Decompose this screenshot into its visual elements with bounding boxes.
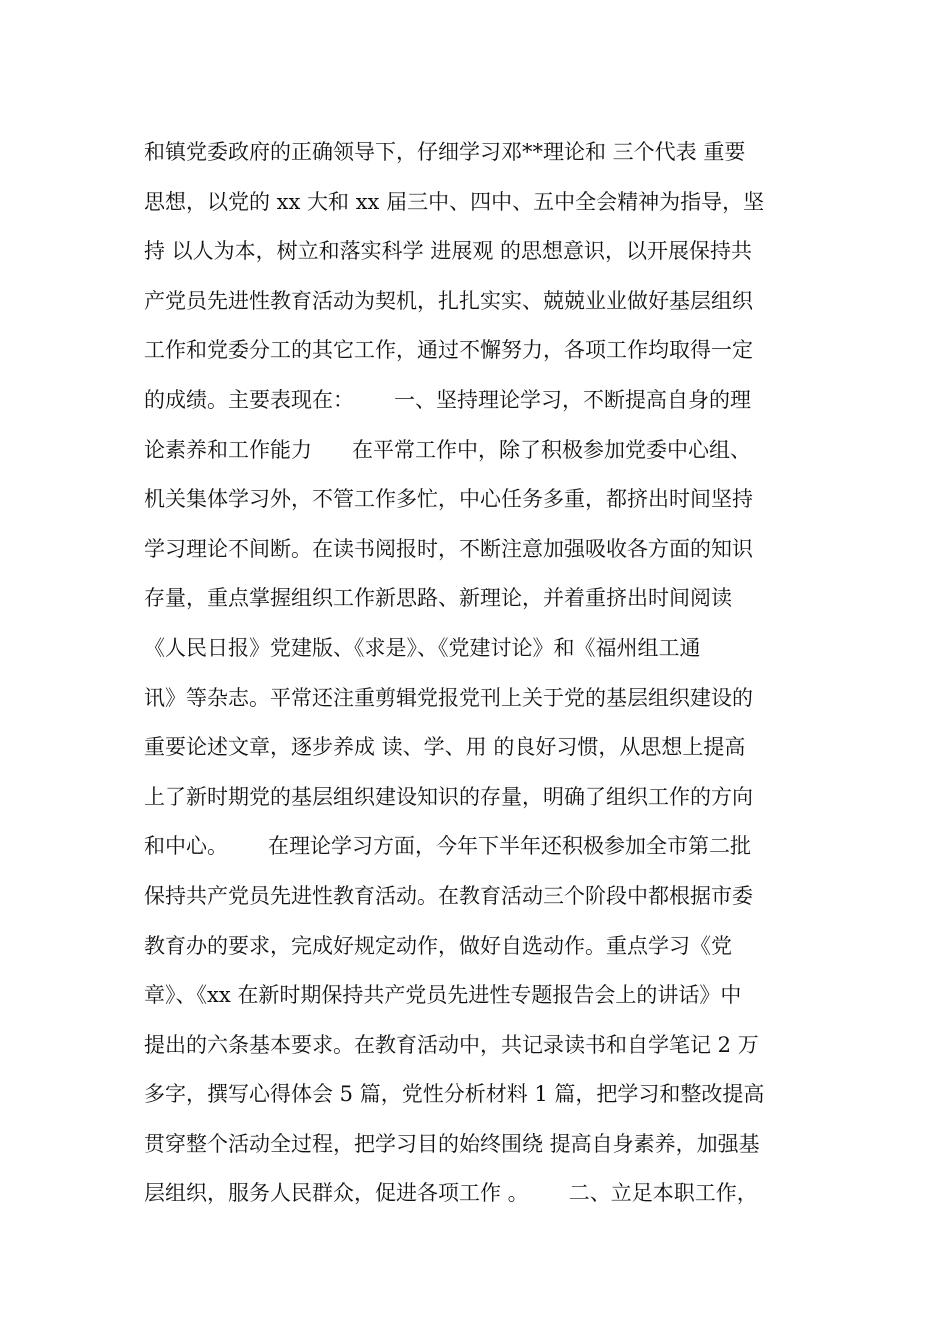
text-line: 思想，以党的 xx 大和 xx 届三中、四中、五中全会精神为指导，坚	[144, 189, 765, 214]
text-line: 和镇党委政府的正确领导下，仔细学习邓**理论和 三个代表 重要	[144, 140, 746, 164]
text-line: 保持共产党员先进性教育活动。在教育活动三个阶段中都根据市委	[144, 883, 753, 908]
text-line: 学习理论不间断。在读书阅报时，不断注意加强吸收各方面的知识	[144, 536, 753, 561]
text-line: 层组织，服务人民群众，促进各项工作 。 二、立足本职工作，	[144, 1181, 758, 1206]
text-line: 《人民日报》党建版、《求是》、《党建讨论》和《福州组工通	[144, 635, 701, 660]
text-line: 提出的六条基本要求。在教育活动中，共记录读书和自学笔记 2 万	[144, 1032, 759, 1057]
text-line: 存量，重点掌握组织工作新思路、新理论，并着重挤出时间阅读	[144, 586, 732, 611]
text-line: 讯》等杂志。平常还注重剪辑党报党刊上关于党的基层组织建设的	[144, 685, 753, 710]
text-line: 论素养和工作能力 在平常工作中，除了积极参加党委中心组、	[144, 437, 752, 462]
text-line: 机关集体学习外，不管工作多忙，中心任务多重，都挤出时间坚持	[144, 487, 753, 512]
text-line: 贯穿整个活动全过程，把学习目的始终围绕 提高自身素养，加强基	[144, 1131, 760, 1156]
text-line: 和中心。 在理论学习方面，今年下半年还积极参加全市第二批	[144, 834, 752, 859]
text-line: 工作和党委分工的其它工作，通过不懈努力，各项工作均取得一定	[144, 338, 753, 363]
text-line: 重要论述文章，逐步养成 读、学、用 的良好习惯，从思想上提高	[144, 735, 746, 760]
text-line: 的成绩。主要表现在： 一、坚持理论学习，不断提高自身的理	[144, 387, 752, 412]
text-line: 上了新时期党的基层组织建设知识的存量，明确了组织工作的方向	[144, 784, 753, 809]
text-line: 持 以人为本，树立和落实科学 进展观 的思想意识，以开展保持共	[144, 239, 753, 264]
text-line: 教育办的要求，完成好规定动作，做好自选动作。重点学习《党	[144, 933, 732, 958]
text-line: 多字，撰写心得体会 5 篇，党性分析材料 1 篇，把学习和整改提高	[144, 1082, 765, 1107]
text-line: 章》、《xx 在新时期保持共产党员先进性专题报告会上的讲话》中	[144, 983, 742, 1008]
body-text	[144, 128, 834, 1219]
text-line: 产党员先进性教育活动为契机，扎扎实实、兢兢业业做好基层组织	[144, 288, 753, 313]
